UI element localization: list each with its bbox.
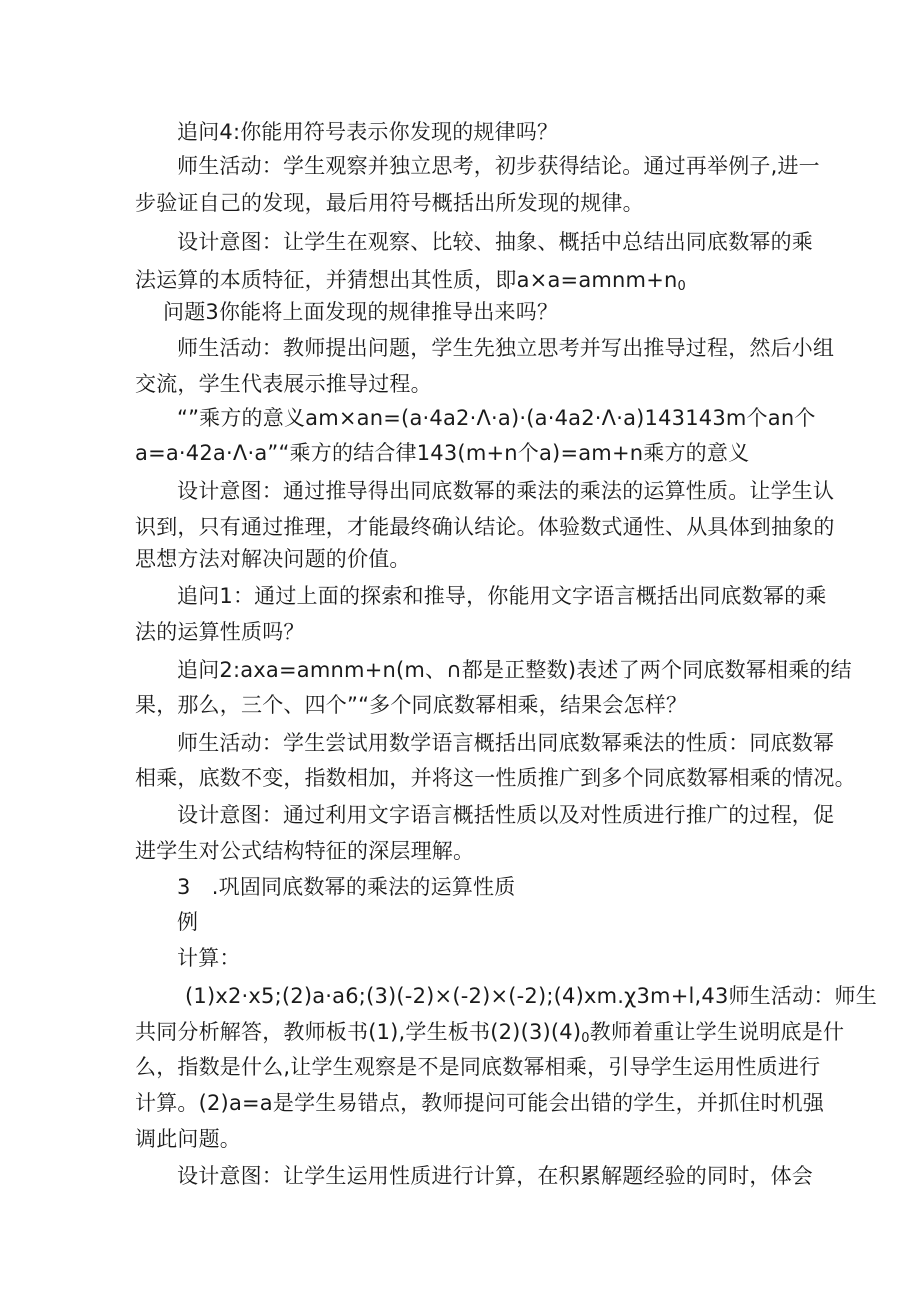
text-line-27: 么，指数是什么,让学生观察是不是同底数幂相乘，引导学生运用性质进行 xyxy=(135,1055,821,1079)
text-line-7: 师生活动：教师提出问题，学生先独立思考并写出推导过程，然后小组 xyxy=(177,336,835,360)
text-line-19: 相乘，底数不变，指数相加，并将这一性质推广到多个同底数幂相乘的情况。 xyxy=(135,766,856,790)
text-line-24: 计算： xyxy=(177,946,241,970)
text-line-5-main: 法运算的本质特征，并猜想出其性质，即a×a=amnm+n xyxy=(135,268,678,292)
text-line-13: 思想方法对解决问题的价值。 xyxy=(135,547,411,571)
text-line-26-suffix: 教师着重让学生说明底是什 xyxy=(589,1020,845,1044)
text-line-8: 交流，学生代表展示推导过程。 xyxy=(135,372,432,396)
text-line-26-main: 共同分析解答，教师板书(1),学生板书(2)(3)(4) xyxy=(135,1020,582,1044)
text-line-20: 设计意图：通过利用文字语言概括性质以及对性质进行推广的过程，促 xyxy=(177,803,835,827)
text-line-1: 追问4:你能用符号表示你发现的规律吗？ xyxy=(177,120,559,144)
subscript-zero-2: 0 xyxy=(581,1031,590,1046)
text-line-16: 追问2:axa=amnm+n(m、∩都是正整数)表述了两个同底数幂相乘的结 xyxy=(177,658,852,682)
text-line-4: 设计意图：让学生在观察、比较、抽象、概括中总结出同底数幂的乘 xyxy=(177,230,813,254)
text-line-15: 法的运算性质吗？ xyxy=(135,620,305,644)
text-line-28: 计算。(2)a=a是学生易错点，教师提问可能会出错的学生，并抓住时机强 xyxy=(135,1091,825,1115)
text-line-21: 进学生对公式结构特征的深层理解。 xyxy=(135,839,475,863)
text-line-25: (1)x2·x5;(2)a·a6;(3)(-2)×(-2)×(-2);(4)xm.χ3m+l,43师生活动：师生 xyxy=(185,984,877,1008)
text-line-22: 3 .巩固同底数幂的乘法的运算性质 xyxy=(177,875,516,899)
text-line-6: 问题3你能将上面发现的规律推导出来吗？ xyxy=(163,300,559,324)
text-line-29: 调此问题。 xyxy=(135,1127,241,1151)
text-line-18: 师生活动：学生尝试用数学语言概括出同底数幂乘法的性质：同底数幂 xyxy=(177,731,835,755)
text-line-12: 识到，只有通过推理，才能最终确认结论。体验数式通性、从具体到抽象的 xyxy=(135,515,835,539)
text-line-11: 设计意图：通过推导得出同底数幂的乘法的乘法的运算性质。让学生认 xyxy=(177,479,835,503)
text-line-26 xyxy=(135,1017,844,1054)
text-line-14: 追问1：通过上面的探索和推导，你能用文字语言概括出同底数幂的乘 xyxy=(177,584,827,608)
text-line-17: 果，那么，三个、四个”“多个同底数幂相乘，结果会怎样？ xyxy=(135,693,688,717)
text-line-2: 师生活动：学生观察并独立思考，初步获得结论。通过再举例子,进一 xyxy=(177,154,820,178)
text-line-23: 例 xyxy=(177,910,199,934)
text-line-10: a=a·42a·Λ·a”“乘方的结合律143(m+n个a)=am+n乘方的意义 xyxy=(135,441,750,465)
text-line-3: 步验证自己的发现，最后用符号概括出所发现的规律。 xyxy=(135,191,644,215)
subscript-zero: 0 xyxy=(677,279,687,294)
text-line-9: “”乘方的意义am×an=(a·4a2·Λ·a)·(a·4a2·Λ·a)143143m个an个 xyxy=(177,406,816,430)
text-line-30: 设计意图：让学生运用性质进行计算，在积累解题经验的同时，体会 xyxy=(177,1164,813,1188)
